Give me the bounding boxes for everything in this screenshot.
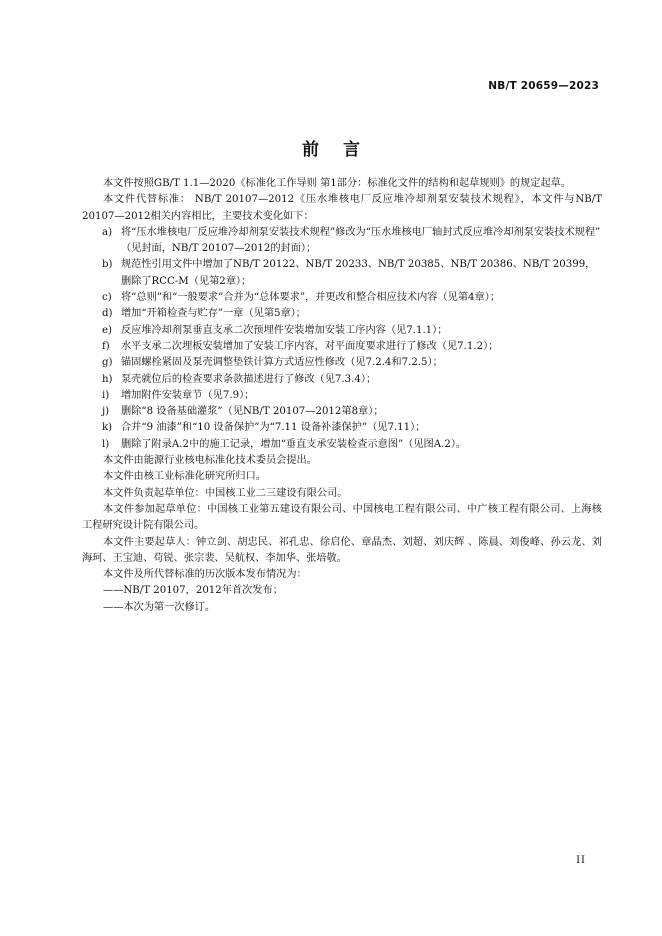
list-item-text: 合并“9 油漆”和“10 设备保护”为“7.11 设备补漆保护”（见7.11）； [121,422,426,434]
page-title: 前言 [302,140,384,160]
list-item [102,404,602,420]
paragraph-proposed-by: 本文件由能源行业核电标准化技术委员会提出。 [103,455,317,467]
list-item-text: 删除“8 设备基础灌浆”（见NB/T 20107—2012第8章）； [121,406,384,418]
list-item-mark: j) [102,406,110,418]
document-code: NB/T 20659—2023 [488,80,599,92]
list-item [102,225,602,258]
list-item-text: 增加“开箱检查与贮存”一章（见第5章）； [121,308,306,320]
foreword-body [82,176,602,616]
list-item [102,355,602,371]
list-item-mark: b) [102,259,113,271]
paragraph-replaces: 本文件代替标准： NB/T 20107—2012《压水堆核电厂反应堆冷却剂泵安装技术规程》，本文件与NB/T 20107—2012相关内容相比，主要技术变化如下： [82,194,602,222]
list-item-text: 将“总则”和“一般要求”合并为“总体要求”，并更改和整合相应技术内容（见第4章）； [121,292,501,304]
list-item-text: 规范性引用文件中增加了NB/T 20122、NB/T 20233、NB/T 20385、NB/T 20386、NB/T 20399，删除了RCC-M（见第2章）； [121,259,596,287]
paragraph-history-intro: 本文件及所代替标准的历次版本发布情况为： [103,569,307,581]
list-item-mark: a) [102,226,113,238]
list-item [102,437,602,453]
list-item-mark: h) [102,373,113,385]
list-item [102,257,602,290]
list-item-mark: g) [102,357,113,369]
list-item [102,339,602,355]
list-item-text: 反应堆冷却剂泵垂直支承二次预埋件安装增加安装工序内容（见7.1.1）； [121,324,448,336]
list-item [102,290,602,306]
paragraph-lead-unit: 本文件负责起草单位：中国核工业二三建设有限公司。 [103,487,348,499]
list-item-text: 水平支承二次埋板安装增加了安装工序内容，对平面度要求进行了修改（见7.1.2）； [121,340,499,352]
list-item-text: 删除了附录A.2中的施工记录，增加“垂直支承安装检查示意图”（见图A.2）。 [121,438,467,450]
paragraph-managed-by: 本文件由核工业标准化研究所归口。 [103,471,266,483]
list-item-mark: e) [102,324,113,336]
changes-list [82,225,602,453]
page-number: II [576,855,586,866]
list-item [102,306,602,322]
list-item-mark: f) [102,340,110,352]
list-item [102,372,602,388]
list-item-text: 泵壳就位后的检查要求条款描述进行了修改（见7.3.4）； [121,373,377,385]
history-entry: ——NB/T 20107，2012年首次发布； [103,585,283,597]
list-item-mark: k) [102,422,113,434]
list-item-mark: l) [102,438,110,450]
list-item [102,388,602,404]
list-item-text: 增加附件安装章节（见7.9）； [121,389,255,401]
paragraph-drafting-rule: 本文件按照GB/T 1.1—2020《标准化工作导则 第1部分：标准化文件的结构和起草规则》的规定起草。 [103,178,572,189]
history-entry: ——本次为第一次修订。 [103,601,216,613]
list-item-text: 将“压水堆核电厂反应堆冷却剂泵安装技术规程”修改为“压水堆核电厂轴封式反应堆冷却剂泵安装技术规程” （见封面，NB/T 20107—2012的封面）； [121,226,601,255]
paragraph-participating-units: 本文件参加起草单位：中国核工业第五建设有限公司、中国核电工程有限公司、中广核工程有限公司、上海核工程研究设计院有限公司。 [82,503,602,532]
list-item-mark: d) [102,308,113,320]
paragraph-drafters: 本文件主要起草人：钟立剑、胡忠民、祁孔忠、徐启伦、章晶杰、刘超、刘庆辉 、陈晨、刘俊峰、孙云龙、刘海珂、王宝迪、苟锐、张宗裴、吴航权、李加华、张培敬。 [82,536,602,564]
list-item-mark: i) [102,389,110,401]
list-item-text: 锚固螺栓紧固及泵壳调整垫铁计算方式适应性修改（见7.2.4和7.2.5）； [121,357,443,369]
list-item-mark: c) [102,292,112,304]
list-item [102,420,602,436]
list-item [102,323,602,339]
